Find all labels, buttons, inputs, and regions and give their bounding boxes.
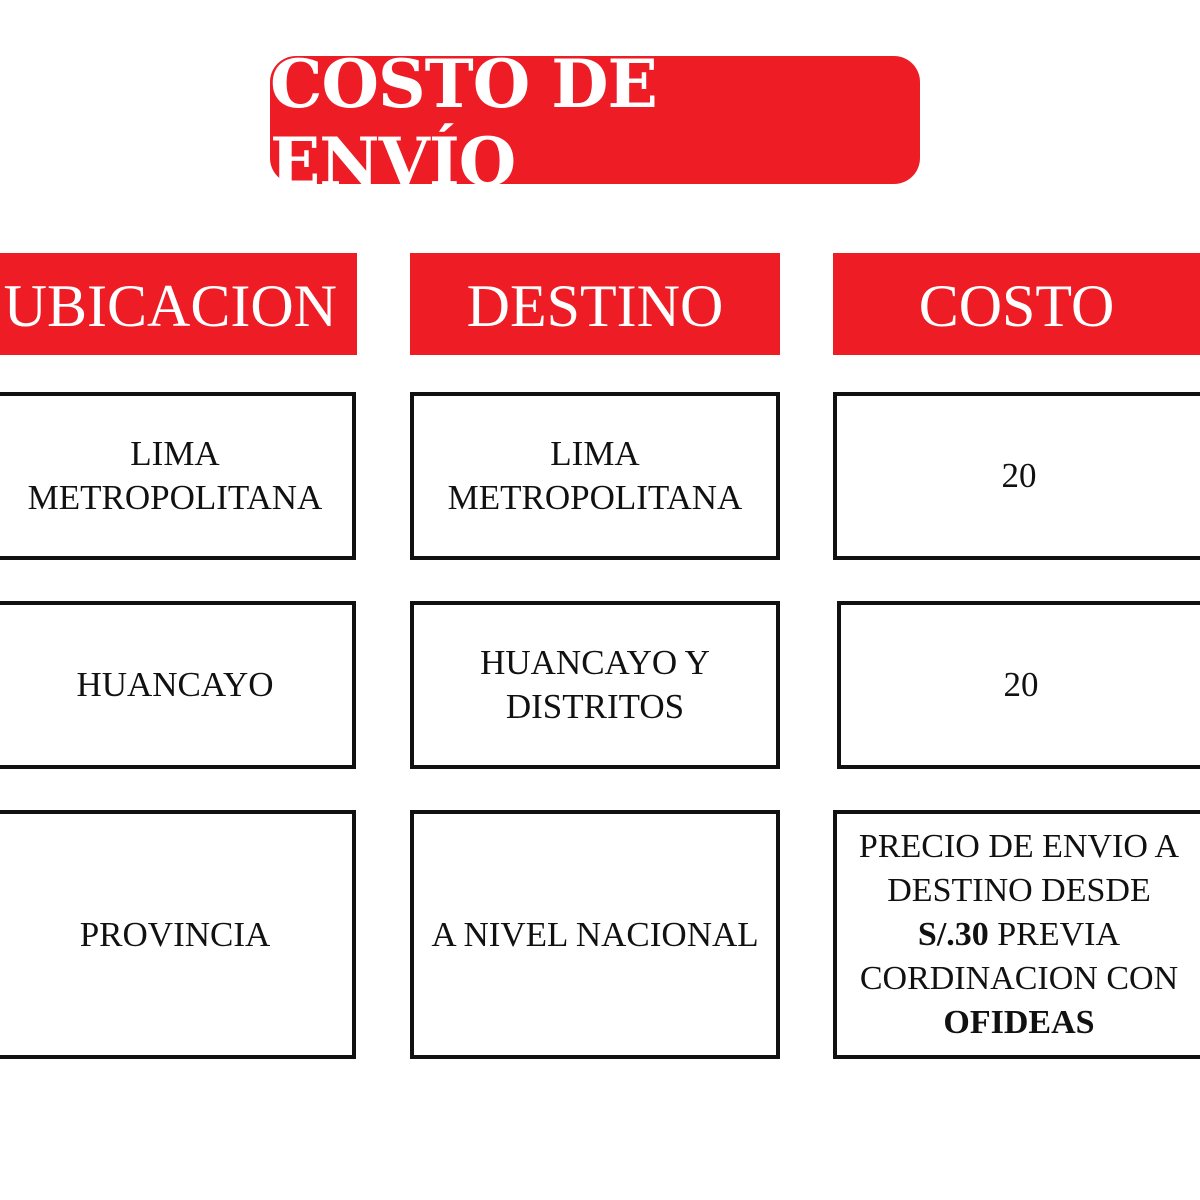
cell-text: HUANCAYO xyxy=(76,665,274,704)
cell-text: LIMA xyxy=(130,434,220,473)
cost-note-line: PRECIO DE ENVIO A xyxy=(858,827,1180,865)
cell-text: A NIVEL NACIONAL xyxy=(431,914,759,954)
header-destino: DESTINO xyxy=(410,253,780,355)
cell-text: LIMA xyxy=(550,434,640,473)
header-ubicacion: UBICACION xyxy=(0,253,357,355)
cell-text: DISTRITOS xyxy=(505,687,685,726)
table-cell-costo-2 xyxy=(837,601,1200,769)
table-cell-costo-3 xyxy=(833,810,1200,1059)
table-cell-destino-2 xyxy=(410,601,780,769)
cell-text: METROPOLITANA xyxy=(27,478,323,517)
cost-value: 20 xyxy=(1003,665,1039,704)
price-value: S/.30 xyxy=(917,915,989,953)
company-name: OFIDEAS xyxy=(943,1003,1095,1041)
cost-note-line: DESTINO DESDE xyxy=(887,871,1151,909)
table-cell-ubicacion-2 xyxy=(0,601,356,769)
page-title: COSTO DE ENVÍO xyxy=(270,56,920,184)
cost-note-line xyxy=(859,1001,1179,1045)
cell-text: PROVINCIA xyxy=(79,914,271,954)
table-cell-ubicacion-3 xyxy=(0,810,356,1059)
table-cell-destino-1 xyxy=(410,392,780,560)
header-costo: COSTO xyxy=(833,253,1200,355)
cost-note-text: PREVIA xyxy=(988,915,1121,953)
cell-text: METROPOLITANA xyxy=(447,478,743,517)
cell-text: HUANCAYO Y xyxy=(480,643,710,682)
table-cell-destino-3 xyxy=(410,810,780,1059)
cost-note-line xyxy=(859,913,1179,957)
table-cell-costo-1 xyxy=(833,392,1200,560)
table-cell-ubicacion-1 xyxy=(0,392,356,560)
cost-note-line: CORDINACION CON xyxy=(859,959,1179,997)
cost-value: 20 xyxy=(1001,456,1037,495)
